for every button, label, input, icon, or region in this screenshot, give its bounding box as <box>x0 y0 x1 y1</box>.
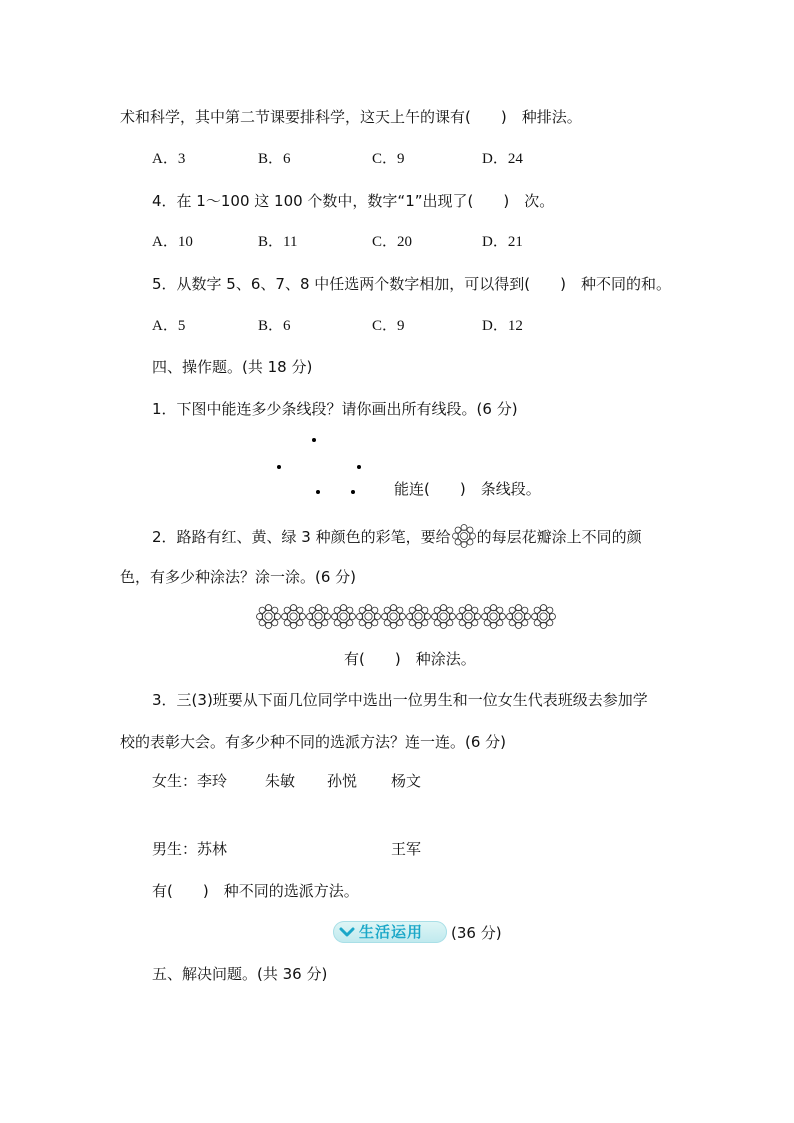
operation-3-answer: 有( ) 种不同的选派方法。 <box>152 882 359 900</box>
question-4: 4．在 1～100 这 100 个数中，数字“1”出现了( ) 次。 <box>152 192 555 210</box>
q3-option-d: D．24 <box>482 151 523 167</box>
operation-3-line-2: 校的表彰大会。有多少种不同的选派方法？连一连。(6 分) <box>120 733 507 751</box>
girl-name[interactable]: 孙悦 <box>327 772 358 790</box>
boys-row <box>152 838 227 860</box>
chevron-down-icon <box>339 924 355 940</box>
operation-1: 1．下图中能连多少条线段？请你画出所有线段。(6 分) <box>152 400 518 418</box>
operation-1-answer: 能连( ) 条线段。 <box>394 480 541 498</box>
girl-name[interactable]: 杨文 <box>391 772 422 790</box>
flower-icon[interactable] <box>356 604 381 629</box>
q4-option-c: C．20 <box>372 234 413 250</box>
dot-right <box>357 465 361 469</box>
q5-option-c: C．9 <box>372 318 405 334</box>
flower-icon[interactable] <box>531 604 556 629</box>
dot-top <box>312 438 316 442</box>
q4-option-a: A．10 <box>152 234 193 250</box>
q3-option-a: A．3 <box>152 151 186 167</box>
boys-label: 男生： <box>152 840 198 858</box>
q5-option-a: A．5 <box>152 318 186 334</box>
flower-icon[interactable] <box>506 604 531 629</box>
operation-2-line-2: 色，有多少种涂法？涂一涂。(6 分) <box>120 568 357 586</box>
operation-3-line-1: 3．三(3)班要从下面几位同学中选出一位男生和一位女生代表班级去参加学 <box>152 691 648 709</box>
flower-icon[interactable] <box>306 604 331 629</box>
flower-icon[interactable] <box>331 604 356 629</box>
flower-icon[interactable] <box>381 604 406 629</box>
q5-option-d: D．12 <box>482 318 523 334</box>
flower-icon[interactable] <box>481 604 506 629</box>
section-banner <box>333 921 447 943</box>
q3-option-c: C．9 <box>372 151 405 167</box>
flower-icon <box>452 524 476 548</box>
dot-bottom-right <box>351 490 355 494</box>
flower-icon[interactable] <box>281 604 306 629</box>
dot-bottom-left <box>316 490 320 494</box>
flower-row <box>256 604 556 629</box>
girl-name[interactable]: 李玲 <box>197 772 228 790</box>
q3-option-b: B．6 <box>258 151 291 167</box>
q4-option-d: D．21 <box>482 234 523 250</box>
section-4-title: 四、操作题。(共 18 分) <box>152 358 313 376</box>
boy-name[interactable]: 王军 <box>391 840 422 858</box>
operation-2-answer: 有( ) 种涂法。 <box>344 650 476 668</box>
section-5-title: 五、解决问题。(共 36 分) <box>152 965 328 983</box>
banner-score: (36 分) <box>451 924 502 942</box>
question-5: 5．从数字 5、6、7、8 中任选两个数字相加，可以得到( ) 种不同的和。 <box>152 275 671 293</box>
dot-left <box>277 465 281 469</box>
question-3-continued: 术和科学，其中第二节课要排科学，这天上午的课有( ) 种排法。 <box>120 108 582 126</box>
operation-2-text-end: 的每层花瓣涂上不同的颜 <box>476 528 642 546</box>
flower-icon[interactable] <box>456 604 481 629</box>
boy-name[interactable]: 苏林 <box>197 840 228 858</box>
girls-label: 女生： <box>152 772 198 790</box>
banner-label: 生活运用 <box>359 923 424 941</box>
q4-option-b: B．11 <box>258 234 298 250</box>
q5-option-b: B．6 <box>258 318 291 334</box>
girl-name[interactable]: 朱敏 <box>265 772 296 790</box>
flower-icon[interactable] <box>406 604 431 629</box>
operation-2-text-start: 2．路路有红、黄、绿 3 种颜色的彩笔，要给 <box>152 528 451 546</box>
flower-icon[interactable] <box>256 604 281 629</box>
operation-2-line-1 <box>152 524 642 548</box>
girls-row <box>152 770 227 792</box>
flower-icon[interactable] <box>431 604 456 629</box>
